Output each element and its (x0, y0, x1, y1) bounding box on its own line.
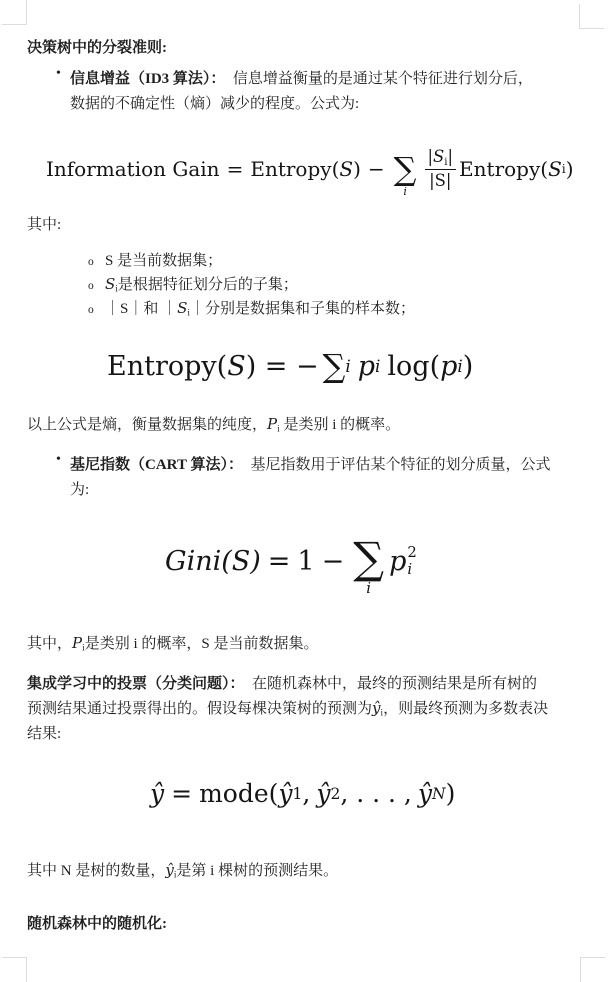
bullet-gini-line2: 为: (70, 482, 90, 498)
bullet-gini-desc: 基尼指数用于评估某个特征的划分质量，公式 (235, 457, 551, 473)
bullet-dot-icon: • (56, 452, 61, 467)
circle-bullet-icon: o (88, 280, 94, 292)
voting-paragraph-line1: 集成学习中的投票（分类问题）： 在随机森林中，最终的预测结果是所有树的 (27, 676, 538, 692)
voting-paragraph-line3: 结果: (27, 726, 62, 742)
corner-mark-bottom-left-icon (2, 957, 27, 982)
bullet-info-gain-term: 信息增益（ID3 算法）： (70, 71, 218, 87)
corner-mark-bottom-right-icon (580, 957, 605, 982)
sub-bullet-2: o $S_i$是根据特征划分后的子集； (88, 273, 415, 297)
bullet-info-gain-desc: 信息增益衡量的是通过某个特征进行划分后， (217, 71, 533, 87)
f3-sup-sub: 2 i (407, 543, 417, 579)
f1-equals: = (226, 157, 244, 182)
gini-note: 其中，$P_i$是类别 i 的概率，S 是当前数据集。 (27, 634, 319, 654)
f1-sum-icon: ∑ i (393, 149, 417, 198)
formula-entropy: Entropy( S ) = − ∑ i p i log( p i ) (107, 347, 474, 385)
heading-rf-randomization: 随机森林中的随机化: (27, 916, 167, 932)
f2-sum-icon: ∑ (322, 347, 346, 385)
f3-sum-icon: ∑ i (353, 534, 385, 597)
formula-majority-vote: ŷ = mode( ŷ 1 , ŷ 2 , . . . , ŷ N ) (150, 779, 456, 808)
f1-entropy2: Entropy( (459, 157, 549, 182)
sub-bullet-list (88, 250, 415, 321)
f1-S1: S (339, 157, 354, 182)
where-label-1: 其中: (27, 217, 62, 233)
heading-split-criteria: 决策树中的分裂准则: (27, 40, 167, 56)
bullet-gini-line1 (70, 453, 550, 474)
circle-bullet-icon: o (88, 256, 94, 268)
sub-bullet-1: o S 是当前数据集； (88, 250, 415, 273)
corner-mark-top-right-icon (579, 4, 604, 29)
f3-lhs: Gini(S) (165, 545, 261, 577)
entropy-note: 以上公式是熵，衡量数据集的纯度，$P_i$ 是类别 i 的概率。 (27, 415, 401, 435)
f1-fraction: $\frac{|S_i|}{|S|}$ (425, 148, 457, 191)
corner-mark-top-left-icon (2, 0, 27, 25)
formula-information-gain: Information Gain = Entropy( S ) − ∑ i $\frac{|S_i|}{|S|}$ Entropy( S i ) (46, 147, 574, 198)
vote-note: 其中 N 是树的数量，$ŷ_i$是第 i 棵树的预测结果。 (27, 861, 339, 881)
f1-minus: − (367, 157, 385, 182)
f1-S2: S (548, 157, 562, 182)
voting-paragraph-line2: 预测结果通过投票得出的。假设每棵决策树的预测为$ŷ_i$，则最终预测为多数表决 (27, 699, 549, 719)
bullet-gini-term: 基尼指数（CART 算法）： (70, 457, 236, 473)
bullet-dot-icon: • (56, 66, 61, 81)
bullet-info-gain-line2: 数据的不确定性（熵）减少的程度。公式为: (70, 96, 360, 112)
f1-entropy1: Entropy( (250, 157, 340, 182)
bullet-info-gain-line1 (70, 67, 533, 88)
circle-bullet-icon: o (88, 304, 94, 316)
f1-lhs: Information Gain (46, 157, 220, 182)
voting-term: 集成学习中的投票（分类问题）： (27, 676, 238, 692)
formula-gini: Gini(S) = 1 − ∑ i p 2 i (165, 534, 417, 597)
sub-bullet-3: o ｜S｜和 $|S_i|$分别是数据集和子集的样本数； (88, 297, 415, 321)
